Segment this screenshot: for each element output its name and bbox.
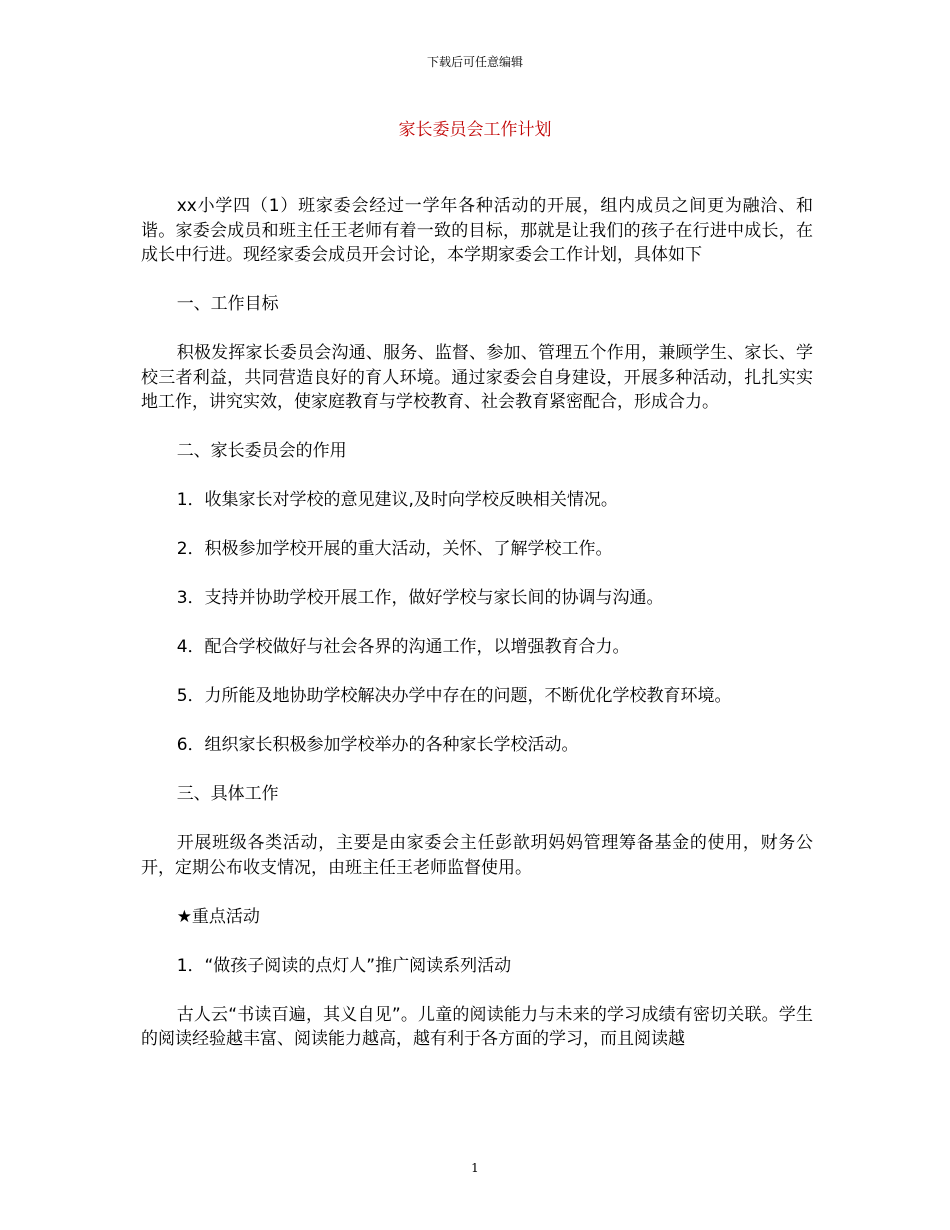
role-item: 5．力所能及地协助学校解决办学中存在的问题，不断优化学校教育环境。 — [176, 686, 732, 706]
section-heading-work: 三、具体工作 — [176, 784, 279, 804]
document-body — [141, 194, 813, 1052]
section-heading-roles: 二、家长委员会的作用 — [176, 441, 347, 461]
goals-paragraph: 积极发挥家长委员会沟通、服务、监督、参加、管理五个作用，兼顾学生、家长、学校三者利益，共同营造良好的育人环境。通过家委会自身建设，开展多种活动，扎扎实实地工作，讲究实效，使家庭教育与学校教育、社会教育紧密配合，形成合力。 — [141, 343, 813, 412]
section-heading-goals: 一、工作目标 — [176, 294, 279, 314]
role-item: 3．支持并协助学校开展工作，做好学校与家长间的协调与沟通。 — [176, 588, 664, 608]
role-item: 1．收集家长对学校的意见建议,及时向学校反映相关情况。 — [176, 490, 618, 510]
page-number: 1 — [471, 1161, 479, 1175]
document-title: 家长委员会工作计划 — [398, 120, 552, 140]
key-activities-heading: ★重点活动 — [176, 906, 260, 927]
work-paragraph: 开展班级各类活动，主要是由家委会主任彭歆玥妈妈管理筹备基金的使用，财务公开，定期公布收支情况，由班主任王老师监督使用。 — [141, 833, 813, 878]
activity-item: 1．“做孩子阅读的点灯人”推广阅读系列活动 — [176, 955, 512, 976]
header-note: 下载后可任意编辑 — [426, 55, 523, 69]
reading-paragraph: 古人云“书读百遍，其义自见”。儿童的阅读能力与未来的学习成绩有密切关联。学生的阅读经验越丰富、阅读能力越高，越有利于各方面的学习，而且阅读越 — [141, 1004, 813, 1049]
role-item: 6．组织家长积极参加学校举办的各种家长学校活动。 — [176, 735, 579, 755]
intro-paragraph: xx小学四（1）班家委会经过一学年各种活动的开展，组内成员之间更为融洽、和谐。家委会成员和班主任王老师有着一致的目标，那就是让我们的孩子在行进中成长，在成长中行进。现经家委会成员开会讨论，本学期家委会工作计划，具体如下 — [141, 196, 813, 265]
role-item: 4．配合学校做好与社会各界的沟通工作，以增强教育合力。 — [176, 637, 630, 657]
role-item: 2．积极参加学校开展的重大活动，关怀、了解学校工作。 — [176, 539, 613, 559]
